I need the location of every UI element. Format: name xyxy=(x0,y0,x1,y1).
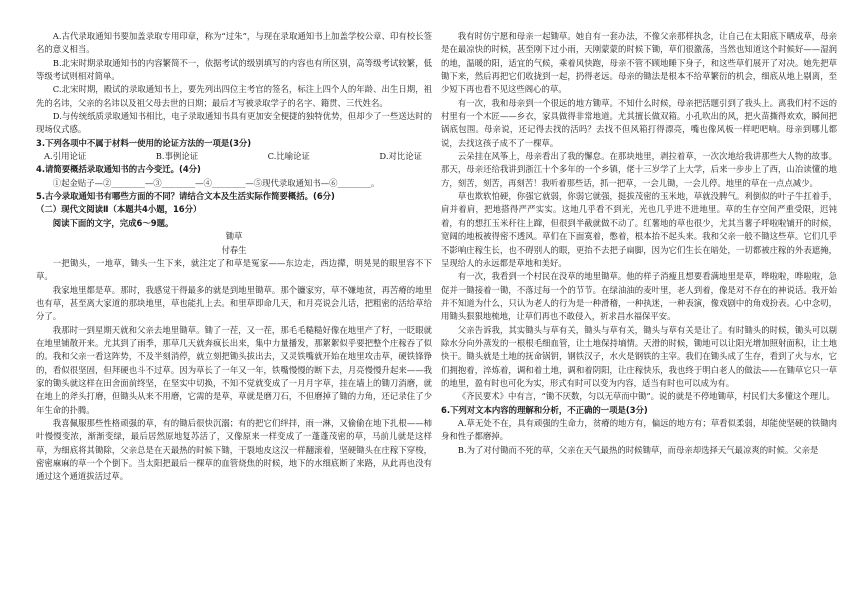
question-text: 6.下列对文本内容的理解和分析，不正确的一项是(3分) xyxy=(441,404,648,415)
paragraph: 草也欺软怕硬，你强它就弱，你弱它就强，挺拔茂密的玉米地，草就没脾气。利倒似的叶子牛扛着手，肩并着肩，把地搭得严严实实。这地几乎看不到光，光也几乎进不进地里。草的生存空间严重受限，迟钝着，有的想扛玉米秆往上蹿，但很到半截就做不动了。红薯地的草也很少，尤其当薯子呼啦啦铺开的时候，宽阔的地板被得密不透风。草们在下面寞着，憋着，根本抬不起头来。我和父亲一般不锄这些草。它们几乎不影响庄稼生长，也不碍别人的眼，更抬不去把子扁脚，因为它们生长在暗处，一切都被庄稼的外表遮掩，呈现给人的永远都是草地和美好。 xyxy=(441,191,837,268)
paragraph: 付春生 xyxy=(221,244,247,255)
paragraph: A.古代录取通知书要加盖录取专用印章，称为“过朱”，与现在录取通知书上加盖学校公章、印有校长签名的意义相当。 xyxy=(36,31,432,55)
paragraph: 有一次，我和母亲到一个很远的地方锄草。不知什么时候，母亲把活题引到了我头上。离我们村不远的村里有一个木匠——乡衣，家具做得非常地道。尤其擅长做双箱。小孔吹出的风，把火苗撕得欢欢，瞬间把锅底包围。母亲说，还记得去找的活吗？去找不但风箱打得漂亮，嘴也像风板一样吧吧响。母亲到哪儿都说，去找这孩子成不了一棵草。 xyxy=(441,97,837,148)
answer-option: B.事例论证 xyxy=(155,151,199,162)
answer-option: D.对比论证 xyxy=(379,151,422,162)
answer-option: A.引用论证 xyxy=(44,151,87,162)
right-column xyxy=(441,30,837,457)
paragraph: B.为了对付锄而不死的草，父亲在天气最热的时候锄草，而母亲却选择天气最凉爽的时候。父亲是 xyxy=(457,444,819,455)
paragraph: 我有时仿宁愿和母亲一起锄草。她自有一套办法，不像父亲那样执念，让自己在太阳底下晒成草，母亲是在最凉快的时候，甚至刚下过小雨，天刚蒙蒙的时候下锄，草们很激荡，当然也知道这个时候好——湿润的地，温暖的阳，适宜的气候，乘着风快跑，母亲不管不顾地睡下身子，和这些草们展开了对决。她先把草锄下来，然后再把它们收拢到一起，扔得老远。母亲的锄法是根本不给草繁衍的机会，细底从地上剔离，至少短下再也看不见这些阁心的草。 xyxy=(441,31,837,95)
paragraph: 云朵挂在风筝上，母亲看出了我的懈怠。在那块地里，剥拉着草，一次次地给我讲那些大人物的故事。那天，母亲还给我讲到浙江十个多年的一个乡镇，佬十三岁学了上大学，后来一步步上了西，山冶读懂的地方，刻苦，刻苦，再刻苦！我听着那些话，抓一把草，一会儿锄，一会儿停。地里的草在一点点减少。 xyxy=(441,151,837,188)
paragraph: 我那时一到星期天就和父亲去地里锄草。锄了一茬，又一茬，那毛毛糙糙好像在地里产了籽，一眨眼就在地里铺散开来。尤其到了雨季，那草几天就奔疯长出来，集中力量播发，那絮絮似乎要把整个庄稼吞了似的。我和父亲一看这阵势，不及半刻消停，就立刻把锄头拔出去，又灵铁嘴就开始在地里攻击草，硬铁锋铮的，看似很坚固，但拜硬也斗不过草。因为草长了一年又一年，铁嘴慢慢的断下去，月亮慢慢升起来——我家的锄头就这样在田舍面前终坚，在坚实中切换，不知不觉就变成了一月月字草，挂在墙上的锄刀消磨，就在地上的斧头打磨，但锄头从来不用磨，它需的是草，草就是磨刀石，不但磨掉了锄的力角，还记录住了少年生命的扑腾。 xyxy=(36,324,432,415)
paragraph: B.北宋时期录取通知书的内容繁简不一，依据考试的级别填写的内容也有所区别，高等级考试较繁，低等级考试则相对简单。 xyxy=(36,57,432,82)
paragraph: 《齐民要术》中有言，“锄不厌数，匀以无草而中锄”。说的就是不停地锄草，村民们大多懂这个理儿。 xyxy=(457,391,835,402)
paragraph: 有一次，我看到一个村民在没草的地里锄草。他的样子消瘦且想要看满地里是草，哗啦啦，哗啦啦，急促并一锄接着一锄，不落过每一个的节节。在绿油油的麦叶里，老人到着，像是对不存在的神说话。我开始并不知道为什么，只认为老人的行为是一种滑稽，一种执迷，一种表演，像戏剧中的角戏扮表。心中念叨，用锄头狠狠地梳地，让草们再也不敢侵入，祈求昌水福保平安。 xyxy=(441,271,837,322)
paragraph: 我家地里都是草。那时，我感觉干得最多的就是到地里锄草。那个镰家穷，草不嫌地贫，再苦瘠的地里也有草，甚至离大家道的那块地里，草也能扎上去。和里草即命几天，和月亮说会儿话，把粗密的活给草给分了。 xyxy=(36,284,432,322)
question-text: 5.古今录取通知书有哪些方面的不同？请结合文本及生活实际作简要概括。(6分) xyxy=(36,191,335,202)
paragraph: A.草无处不在，具有顽强的生命力，贫瘠的地方有，偏远的地方有；草看似柔弱，却能使坚硬的铁锄肉身和性子都磨掉。 xyxy=(441,417,837,442)
paragraph: 锄草 xyxy=(225,231,243,242)
question-text: 3.下列各项中不属于材料一使用的论证方法的一项是(3分) xyxy=(36,137,252,148)
answer-option: C.比喻论证 xyxy=(267,151,310,162)
paragraph: 我喜佩服那些性格顽强的草，有的锄后很快沉溺；有的把它们绊拌，雨一淋，又偷偷在地下扎根——柿叶慢慢变浓，渐渐变绿，最后居然原地复苏活了，又像原来一样变成了一蓬蓬茂密的草，马前儿就是这样草，为细底将其锄除，父亲总是在天最热的时候下锄，干裂地皮这汉一样翻滚着，坚硬锄头在庄稼下穿梭，密密麻麻的草一个个倒下。当太阳把最后一棵草的血管烧焦的时候，地下的水细底断了来路，从此再也没有通过这个通道拔活过草。 xyxy=(36,417,432,482)
paragraph: C.北宋时期，殿试的录取通知书上，要先列出四位主考官的签名，标注上四个人的年龄、出生日期，祖先的名讳，父亲的名讳以及祖父母去世的日期；最后才写被录取学子的名字、籍贯、三代姓名。 xyxy=(36,84,432,108)
paragraph: （二）现代文阅读Ⅱ（本题共4小题，16分） xyxy=(36,204,202,215)
paragraph: 父亲告诉我，其实锄头与草有关，锄头与草有关，锄头与草有关是让了。有时锄头的时候，锄头可以剔除水分向外蒸发的一根根毛细血管，让土地保持墒情。天滑的时候，锄地可以让阳光增加照射面积，让土地快干。锄头就是土地的抚命锅钥，钢铁汉子，水火是钢铁的主宰。我们在锄头成了生存，看到了火与水，它们拥抱着，淬炼着，调和着土地，调和着阴阳，让庄稼快乐，我也终于明白老人的做法——在锄草它只一草的地里，盈有时也可化为实，形式有时可以变为内容，适当有时也可以成为有。 xyxy=(441,324,837,388)
answer-options xyxy=(36,150,432,163)
left-column xyxy=(36,30,432,484)
question-text: 阅读下面的文字，完成6～9题。 xyxy=(52,217,174,228)
paragraph: D.与传统纸质录取通知书相比，电子录取通知书具有更加安全便捷的独特优势，但却少了一些送达时的现场仪式感。 xyxy=(36,111,432,135)
paragraph: ①起金贴子—②________—③________—④________—⑤现代录取通知书—⑥________。 xyxy=(52,177,380,188)
question-text: 4.请简要概括录取通知书的古今变迁。(4分) xyxy=(36,164,201,175)
paragraph: 一把锄头，一地草，锄头一生下来，就注定了和草是冤家——东边走，西边撵，明晃晃的眼里容不下草。 xyxy=(36,257,432,282)
